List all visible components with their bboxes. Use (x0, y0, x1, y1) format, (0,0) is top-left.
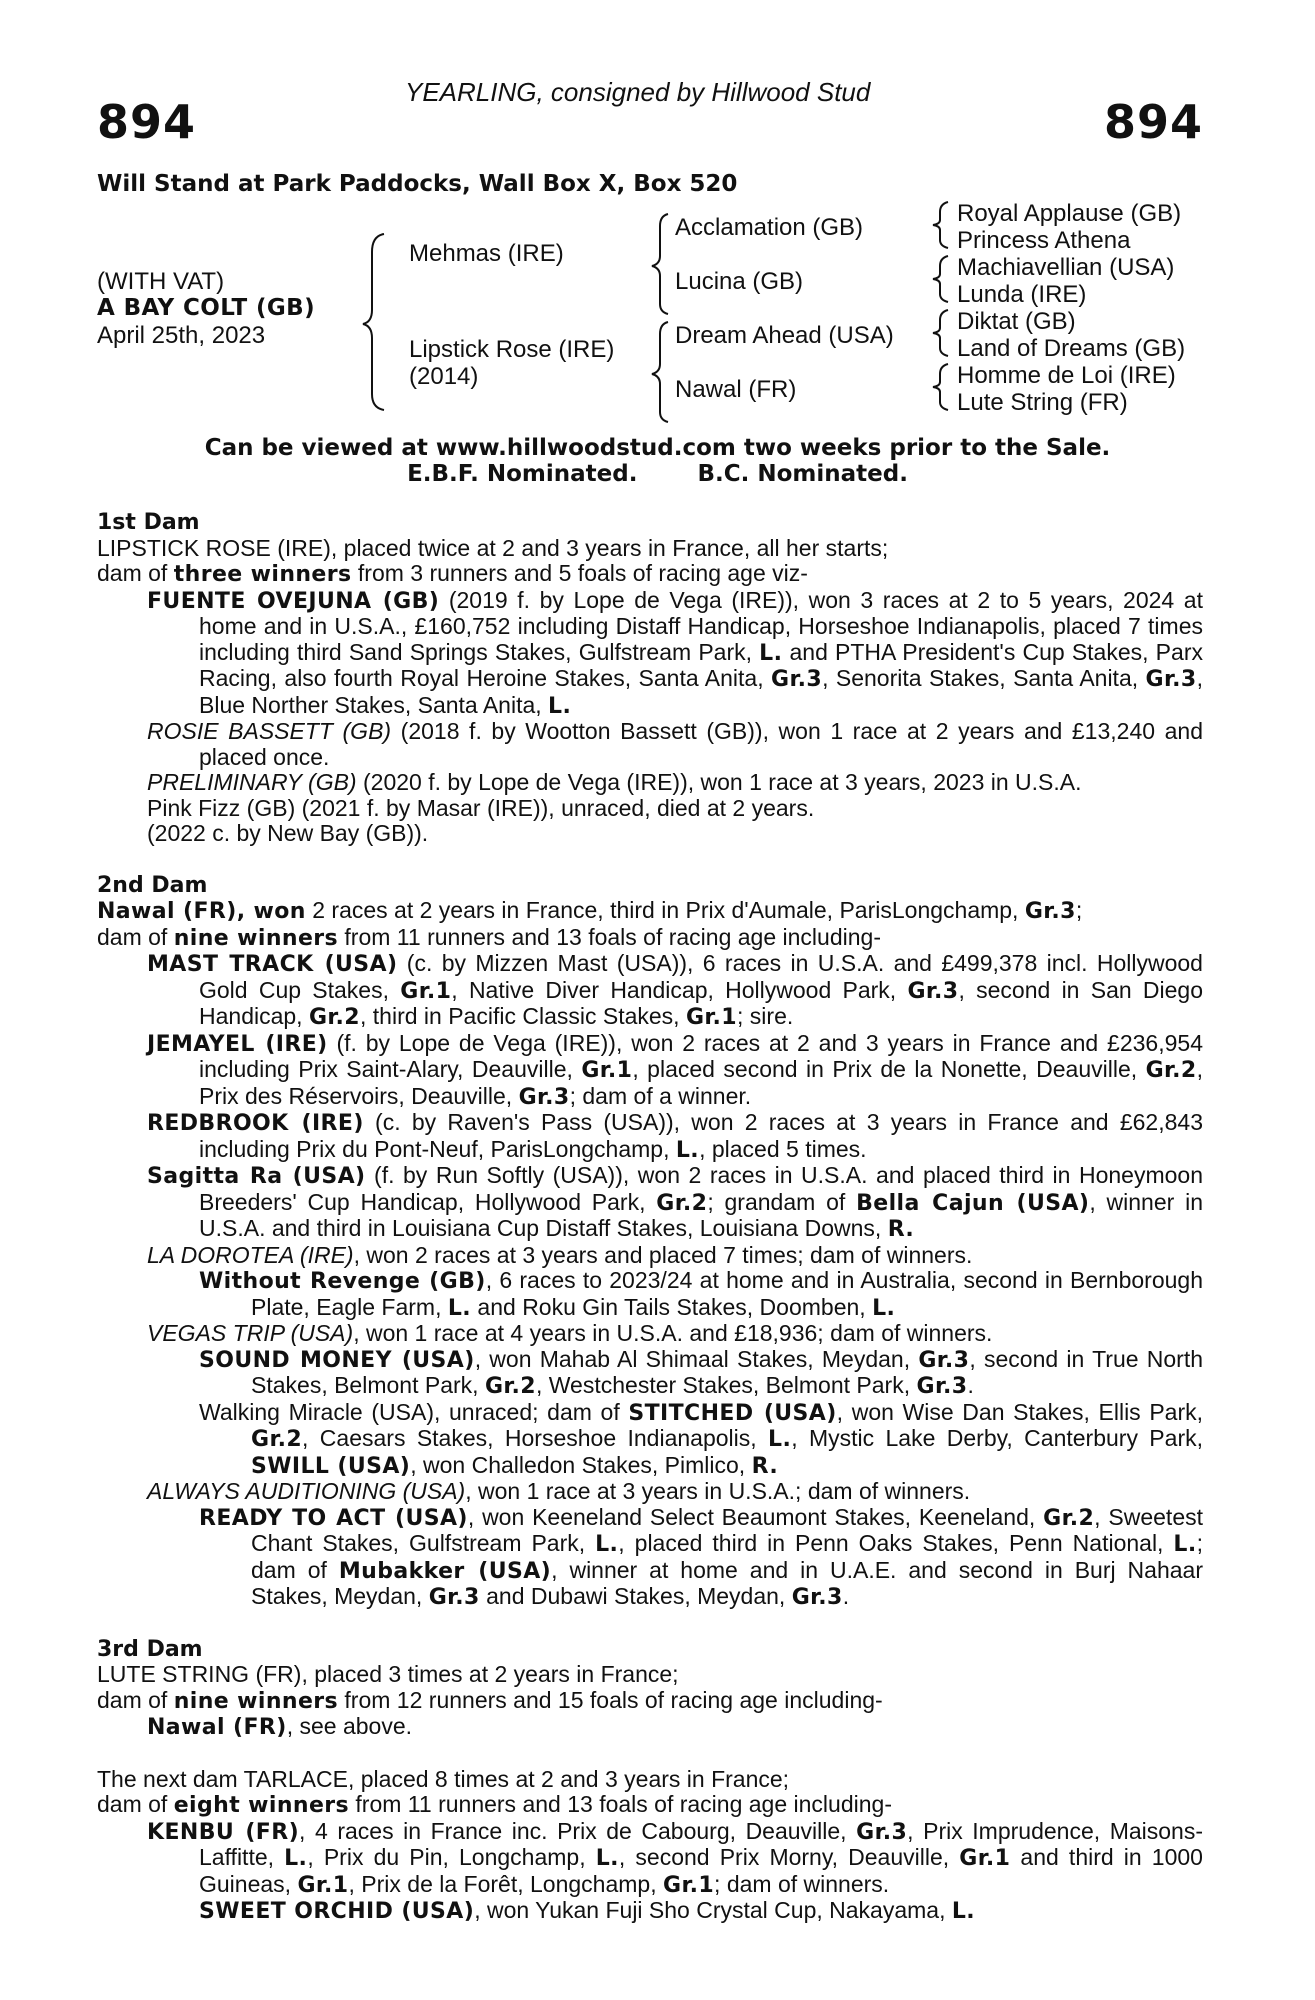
pedigree-brackets-gen1 (360, 232, 390, 412)
vat-note: (WITH VAT) (97, 268, 225, 295)
catalogue-body (97, 510, 1203, 1925)
great-grandparent-1: Royal Applause (GB) (957, 200, 1182, 227)
dam-sire: Dream Ahead (USA) (675, 322, 894, 349)
great-grandparent-6: Land of Dreams (GB) (957, 335, 1186, 362)
fourth-dam-produce-summary: dam of eight winners from 11 runners and 13 foals of racing age including- (97, 1791, 892, 1818)
second-dam-intro: Nawal (FR), won 2 races at 2 years in France, third in Prix d'Aumale, ParisLongchamp, Gr.3; (97, 897, 1083, 924)
lot-number-right: 894 (1103, 95, 1203, 149)
pedigree-brackets-gen2 (648, 212, 672, 424)
great-grandparent-3: Machiavellian (USA) (957, 254, 1175, 281)
great-grandparent-4: Lunda (IRE) (957, 281, 1087, 308)
great-grandparent-2: Princess Athena (957, 227, 1131, 254)
grandproduce-ready-to-act: READY TO ACT (USA), won Keeneland Select Beaumont Stakes, Keeneland, Gr.2, Sweetest Chant Stakes, Gulfstream Park, L., placed third in Penn Oaks Stakes, Penn National, L.; dam of Mubakker (USA), winner at home and in U.A.E. and second in Burj Nahaar Stakes, Meydan, Gr.3 and Dubawi Stakes, Meydan, Gr.3. (199, 1503, 1204, 1610)
produce-always-auditioning: ALWAYS AUDITIONING (USA), won 1 race at 3 years in U.S.A.; dam of winners. (147, 1478, 971, 1504)
third-dam-intro: LUTE STRING (FR), placed 3 times at 2 years in France; (97, 1661, 679, 1687)
lot-number-left: 894 (97, 95, 197, 149)
second-dam-heading: 2nd Dam (97, 872, 208, 898)
produce-pink-fizz: Pink Fizz (GB) (2021 f. by Masar (IRE)), unraced, died at 2 years. (147, 794, 815, 821)
dam-dam: Nawal (FR) (675, 376, 797, 403)
produce-kenbu: KENBU (FR), 4 races in France inc. Prix de Cabourg, Deauville, Gr.3, Prix Imprudence, Maisons-Laffitte, L., Prix du Pin, Longchamp, L., second Prix Morny, Deauville, Gr.1 and third in 1000 Guineas, Gr.1, Prix de la Forêt, Longchamp, Gr.1; dam of winners. (147, 1817, 1203, 1898)
produce-2022-colt: (2022 c. by New Bay (GB)). (147, 820, 429, 846)
second-dam-produce-summary: dam of nine winners from 11 runners and 13 foals of racing age including- (97, 923, 881, 951)
produce-la-dorotea: LA DOROTEA (IRE), won 2 races at 3 years and placed 7 times; dam of winners. (147, 1241, 973, 1268)
great-grandparent-5: Diktat (GB) (957, 308, 1076, 335)
produce-sagitta-ra: Sagitta Ra (USA) (f. by Run Softly (USA)), won 2 races in U.S.A. and placed third in Honeymoon Breeders' Cup Handicap, Hollywood Park, Gr.2; grandam of Bella Cajun (USA), winner in U.S.A. and third in Louisiana Cup Distaff Stakes, Louisiana Downs, R. (147, 1162, 1204, 1242)
produce-fuente-ovejuna: FUENTE OVEJUNA (GB) (2019 f. by Lope de Vega (IRE)), won 3 races at 2 to 5 years, 2024 at home and in U.S.A., £160,752 including Distaff Handicap, Horseshoe Indianapolis, placed 7 times including third Sand Springs Stakes, Gulfstream Park, L. and PTHA President's Cup Stakes, Parx Racing, also fourth Royal Heroine Stakes, Santa Anita, Gr.3, Senorita Stakes, Santa Anita, Gr.3, Blue Norther Stakes, Santa Anita, L. (147, 586, 1203, 719)
first-dam-produce-summary: dam of three winners from 3 runners and 5 foals of racing age viz- (97, 560, 808, 587)
third-dam-produce-summary: dam of nine winners from 12 runners and 15 foals of racing age including- (97, 1686, 883, 1714)
grandproduce-walking-miracle: Walking Miracle (USA), unraced; dam of STITCHED (USA), won Wise Dan Stakes, Ellis Park, Gr.2, Caesars Stakes, Horseshoe Indianapolis, L., Mystic Lake Derby, Canterbury Park, SWILL (USA), won Challedon Stakes, Pimlico, R. (199, 1398, 1204, 1479)
foaled-date: April 25th, 2023 (97, 322, 266, 349)
first-dam-heading: 1st Dam (97, 510, 200, 535)
grandproduce-sweet-orchid: SWEET ORCHID (USA), won Yukan Fuji Sho Crystal Cup, Nakayama, L. (199, 1897, 976, 1924)
great-grandparent-8: Lute String (FR) (957, 389, 1128, 416)
bc-nomination: B.C. Nominated. (697, 461, 908, 487)
produce-jemayel: JEMAYEL (IRE) (f. by Lope de Vega (IRE)), won 2 races at 2 and 3 years in France and £236,954 including Prix Saint-Alary, Deauville, Gr.1, placed second in Prix de la Nonette, Deauville, Gr.2, Prix des Réservoirs, Deauville, Gr.3; dam of a winner. (147, 1029, 1203, 1110)
produce-rosie-bassett: ROSIE BASSETT (GB) (2018 f. by Wootton Bassett (GB)), won 1 race at 2 years and £13,240 and placed once. (147, 718, 1203, 770)
sire-sire: Acclamation (GB) (675, 214, 864, 241)
sire-dam: Lucina (GB) (675, 268, 804, 295)
nomination-line (0, 461, 1315, 487)
third-dam-heading: 3rd Dam (97, 1636, 203, 1662)
fourth-dam-intro: The next dam TARLACE, placed 8 times at 2 and 3 years in France; (97, 1765, 790, 1792)
first-dam-intro: LIPSTICK ROSE (IRE), placed twice at 2 and 3 years in France, all her starts; (97, 534, 889, 561)
horse-name: A BAY COLT (GB) (97, 295, 316, 321)
sire: Mehmas (IRE) (409, 240, 564, 267)
dam: Lipstick Rose (IRE) (409, 336, 615, 363)
produce-preliminary: PRELIMINARY (GB) (2020 f. by Lope de Vega (IRE)), won 1 race at 3 years, 2023 in U.S.A. (147, 769, 1082, 795)
ebf-nomination: E.B.F. Nominated. (407, 461, 638, 487)
stand-location: Will Stand at Park Paddocks, Wall Box X, Box 520 (97, 171, 738, 197)
produce-redbrook: REDBROOK (IRE) (c. by Raven's Pass (USA)), won 2 races at 3 years in France and £62,843 including Prix du Pont-Neuf, ParisLongchamp, L., placed 5 times. (147, 1109, 1203, 1163)
viewing-note: Can be viewed at www.hillwoodstud.com two weeks prior to the Sale. (204, 435, 1111, 461)
grandproduce-sound-money: SOUND MONEY (USA), won Mahab Al Shimaal Stakes, Meydan, Gr.3, second in True North Stakes, Belmont Park, Gr.2, Westchester Stakes, Belmont Park, Gr.3. (199, 1345, 1203, 1399)
produce-vegas-trip: VEGAS TRIP (USA), won 1 race at 4 years in U.S.A. and £18,936; dam of winners. (147, 1320, 993, 1346)
grandproduce-without-revenge: Without Revenge (GB), 6 races to 2023/24 at home and in Australia, second in Bernborough Plate, Eagle Farm, L. and Roku Gin Tails Stakes, Doomben, L. (199, 1267, 1203, 1321)
pedigree-brackets-gen3 (928, 198, 952, 420)
produce-nawal: Nawal (FR), see above. (147, 1713, 413, 1740)
consignment-line: YEARLING, consigned by Hillwood Stud (405, 77, 871, 107)
great-grandparent-7: Homme de Loi (IRE) (957, 362, 1176, 389)
dam-year: (2014) (409, 363, 479, 390)
produce-mast-track: MAST TRACK (USA) (c. by Mizzen Mast (USA)), 6 races in U.S.A. and £499,378 incl. Hollywood Gold Cup Stakes, Gr.1, Native Diver Handicap, Hollywood Park, Gr.3, second in San Diego Handicap, Gr.2, third in Pacific Classic Stakes, Gr.1; sire. (147, 950, 1203, 1030)
